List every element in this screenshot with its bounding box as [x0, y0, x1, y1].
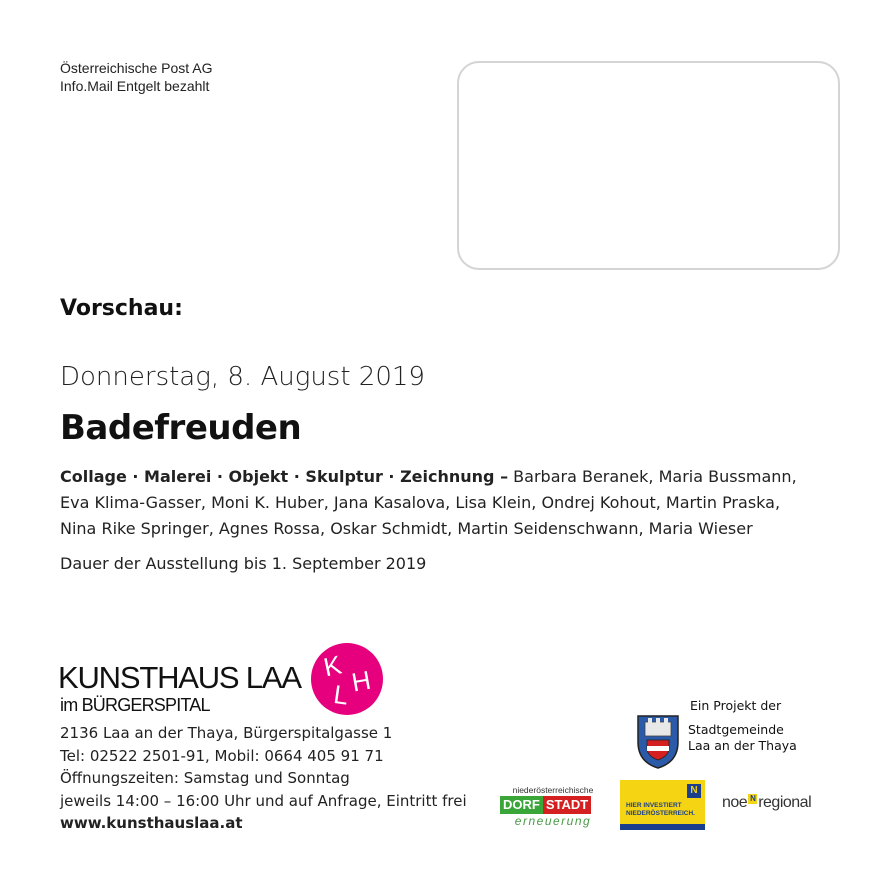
postage-line-1: Österreichische Post AG: [60, 60, 213, 76]
regional-mark-icon: N: [750, 794, 756, 803]
venue-name: KUNSTHAUS LAA: [58, 660, 301, 695]
venue-subtitle: im BÜRGERSPITAL: [60, 695, 210, 715]
logo-letter-k: K: [320, 649, 345, 683]
venue-address: 2136 Laa an der Thaya, Bürgerspitalgasse 1: [60, 724, 393, 742]
postage-line-2: Info.Mail Entgelt bezahlt: [60, 78, 210, 94]
regional-word: regional: [758, 794, 812, 811]
artist-list: Barbara Beranek, Maria Bussmann, Eva Klima-Gasser, Moni K. Huber, Jana Kasalova, Lisa Klein, Ondrej Kohout, Martin Praska, Nina Rike Springer, Agnes Rossa, Oskar Schmidt, Martin Seidenschwann, Maria Wieser: [60, 467, 797, 538]
dorf-logo-mid: [500, 796, 606, 814]
disciplines: Collage · Malerei · Objekt · Skulptur · Zeichnung –: [60, 467, 509, 486]
town-line-1: Stadtgemeinde: [688, 722, 784, 737]
noe-flag-icon: N: [687, 784, 701, 798]
dorf-logo-stadt: STADT: [543, 796, 591, 814]
event-artists: [60, 464, 820, 542]
regional-noe: noe: [722, 794, 748, 811]
logo-letter-l: L: [331, 679, 351, 711]
opening-hours-1: Öffnungszeiten: Samstag und Sonntag: [60, 769, 350, 787]
dorf-logo-top: niederösterreichische: [512, 785, 594, 795]
noe-logo-text: [626, 802, 695, 818]
dorf-stadt-logo: [500, 785, 606, 828]
exhibition-duration: Dauer der Ausstellung bis 1. September 2019: [60, 554, 427, 573]
dorf-logo-dorf: DORF: [500, 796, 543, 814]
preview-label: Vorschau:: [60, 296, 183, 321]
noe-regional-logo: [722, 794, 811, 812]
noe-logo-footer: [620, 824, 705, 830]
address-box: [457, 61, 840, 270]
noe-line-2: NIEDERÖSTERREICH.: [626, 810, 695, 817]
opening-hours-2: jeweils 14:00 – 16:00 Uhr und auf Anfrage, Eintritt frei: [60, 791, 467, 810]
logo-letter-h: H: [349, 664, 374, 698]
kunsthaus-logo-icon: [310, 642, 384, 716]
project-label: Ein Projekt der: [690, 698, 782, 713]
venue-phone: Tel: 02522 2501-91, Mobil: 0664 405 91 71: [60, 746, 384, 765]
venue-contact: [60, 722, 467, 835]
noe-line-1: HIER INVESTIERT: [626, 802, 682, 809]
noe-investment-logo: [620, 780, 705, 830]
town-line-2: Laa an der Thaya: [688, 738, 797, 753]
town-name: [688, 722, 797, 754]
event-date: Donnerstag, 8. August 2019: [60, 362, 425, 392]
postage-info: [60, 59, 213, 95]
town-crest-icon: [636, 714, 680, 770]
dorf-logo-bottom: erneuerung: [514, 814, 592, 828]
website-link[interactable]: www.kunsthauslaa.at: [60, 814, 243, 832]
event-title: Badefreuden: [60, 408, 302, 448]
